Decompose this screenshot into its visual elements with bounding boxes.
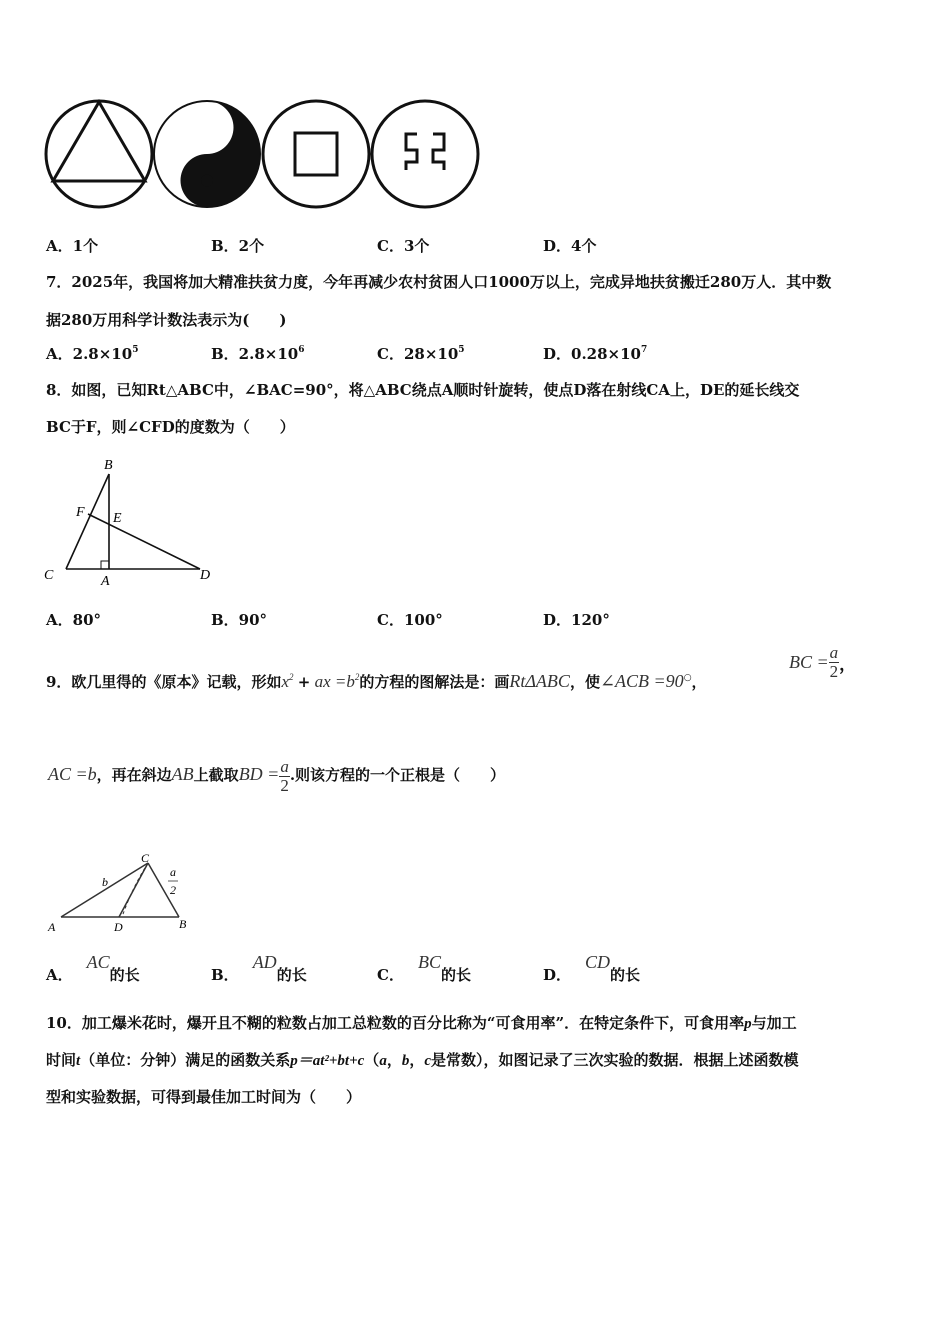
q9-option-c: C．BC的长 [377, 952, 471, 984]
q9-fig-label-b-side: b [102, 875, 108, 889]
q9-fig-label-b: B [179, 917, 187, 931]
q9-option-b: B．AD的长 [211, 952, 307, 984]
q10-text-line3: 型和实验数据，可得到最佳加工时间为（ ） [46, 1088, 362, 1106]
q9-option-a: A．AC的长 [46, 952, 140, 984]
q10-text-line1: 10．加工爆米花时，爆开且不糊的粒数占加工总粒数的百分比称为“可食用率”．在特定条件下，可食用率p与加工 [46, 1014, 797, 1032]
q7-option-a: A．$2.8\times 10^5$ [46, 345, 139, 363]
circle-triangle-figure [46, 101, 152, 207]
yin-yang-figure [154, 101, 260, 207]
q8-label-e: E [113, 511, 122, 526]
q8-label-c: C [44, 568, 54, 583]
q7-text-line2: 据280万用科学计数法表示为( ) [46, 311, 287, 329]
q7-option-b: B．$2.8\times 10^6$ [211, 345, 305, 363]
q10-text-line2: 时间t（单位：分钟）满足的函数关系p＝at²+bt+c（a，b，c是常数），如图记录了三次实验的数据．根据上述函数模 [46, 1051, 799, 1069]
q9-fig-label-d: D [114, 920, 123, 934]
q8-option-b: B．90° [211, 611, 268, 629]
q6-figures [40, 96, 485, 214]
q8-text-line2: BC于F，则∠CFD的度数为（ ） [46, 418, 295, 436]
q8-label-b: B [104, 458, 113, 473]
q6-option-a: A．1个 [46, 237, 99, 255]
q8-label-d: D [200, 568, 211, 583]
q8-text-line1: 8．如图，已知Rt△ABC中，∠BAC=90°，将△ABC绕点A顺时针旋转，使点D落在射线CA上，DE的延长线交 [46, 381, 800, 399]
q7-option-d: D．$0.28\times 10^7$ [543, 345, 648, 363]
q9-bc-expression: BC = $\frac{a}{2}$ ， [789, 643, 857, 681]
circle-square-figure [263, 101, 369, 207]
q6-option-b: B．2个 [211, 237, 265, 255]
q7-text-line1: 7．2025年，我国将加大精准扶贫力度，今年再减少农村贫困人口1000万以上，完成异地扶贫搬迁280万人．其中数 [46, 273, 832, 291]
q9-triangle-figure [44, 848, 194, 934]
q9-fig-label-two: 2 [170, 883, 176, 897]
q9-text-line2: AC =b，再在斜边AB上截取BD = $\frac{a}{2}$ .则该方程的一个正根是（ ） [48, 757, 506, 795]
q8-label-a: A [101, 574, 110, 589]
q6-option-d: D．4个 [543, 237, 597, 255]
q8-triangle-figure [40, 452, 218, 590]
q9-option-d: D．CD的长 [543, 952, 641, 984]
q9-fig-label-a-side: a [170, 865, 176, 879]
q6-option-c: C．3个 [377, 237, 430, 255]
q8-option-a: A．80° [46, 611, 102, 629]
q8-option-c: C．100° [377, 611, 443, 629]
q9-text-line1: 9．欧几里得的《原本》记载，形如$x^2$ + ax $=b^2$的方程的图解法是：画RtΔABC，使∠ACB =90○， [46, 671, 707, 691]
q9-fig-label-a: A [48, 920, 56, 934]
q7-option-c: C．$28\times 10^5$ [377, 345, 465, 363]
q8-label-f: F [76, 505, 85, 520]
q9-fig-label-c: C [141, 851, 150, 865]
q8-option-d: D．120° [543, 611, 610, 629]
circle-glyph-figure [372, 101, 478, 207]
